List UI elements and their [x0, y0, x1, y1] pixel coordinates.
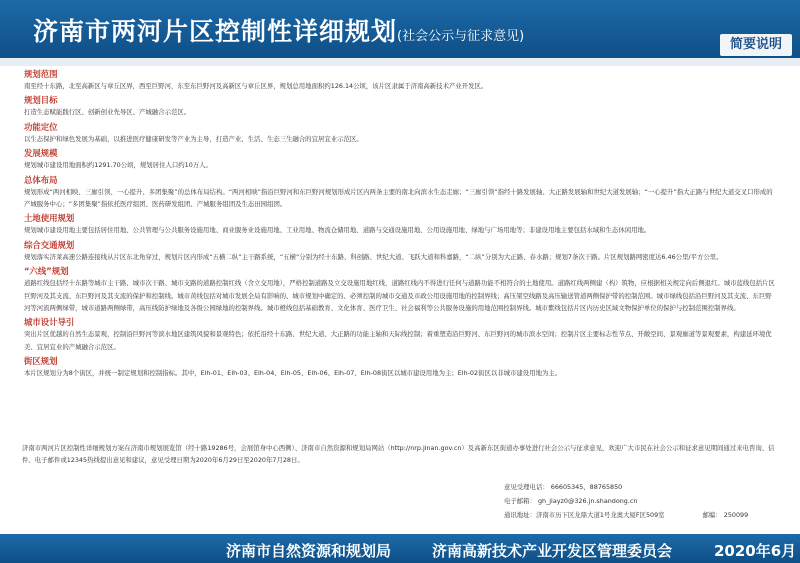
section-text: 打造生态赋能践行区、创新创业先导区、产城融合示范区。 [24, 108, 191, 117]
contact-email: 电子邮箱： gh_jiayz0@326.jn.shandong.cn [504, 497, 638, 505]
page-subtitle: (社会公示与征求意见) [397, 29, 525, 44]
section-text: 规划落实济莱高速公路连接线从片区东北角穿过，规划片区内形成“五横二纵”主干路系统，“五横”分别为经十东路、科创路、世纪大道、飞跃大道和科嘉路，“二纵”分别为大正路、春水路；规划7条次干路。片区规划路网密度达6.46公里/平方公里。 [24, 252, 723, 261]
section-heading: 规划范围 [24, 69, 58, 79]
footer-org-resources: 济南市自然资源和规划局 [226, 542, 392, 560]
section-text: 道路红线包括经十东路等城市主干路、城市次干路、城市支路的道路控制红线（含立交用地），严格控制道路及立交设施用地红线，道路红线内不得进行任何与道路功能不相符合的土地使用。道路红线两侧建（构）筑物，应根据相关规定向后侧退红。城市蓝线包括片区巨野河及其支流、东巨野河及其支流的保护和控制线。城市黄线包括对城市发展全局有影响的、城市规划中确定的、必须控制的城市交通及市政公用设施用地的控制界线；高压架空线路及高压输送管道两侧保护带的控制范围。城市绿线包括沿巨野河及其支流、东巨野河等河流两侧绿带，城市道路两侧绿带，高压线防护绿地及各级公园绿地的控制界线。城市橙线包括基础教育、文化体育、医疗卫生、社会福利等公共服务设施的用地范围控制界线。城市紫线包括片区内历史区域文物保护单位的保护与控制范围控制界线。 [24, 279, 775, 313]
contact-postcode: 邮编： 250099 [702, 511, 749, 519]
content-body [22, 68, 778, 440]
section-heading: 综合交通规划 [24, 239, 75, 250]
section-heading: “六线”规划 [24, 266, 69, 277]
contact-phone: 意见受理电话： 66605345、88765850 [504, 483, 623, 491]
summary-tag: 简要说明 [720, 34, 792, 56]
section-heading: 总体布局 [24, 174, 58, 185]
section-text: 规划城市建设用地面积约1291.70公顷，规划居住人口约10万人。 [24, 161, 212, 170]
section-text: 以生态保护和绿色发展为基础，以推进医疗健康研发等产业为主导，打造产业、生活、生态三生融合的宜居宜业示范区。 [24, 134, 363, 143]
section-land-use [22, 212, 778, 236]
section-heading: 城市设计导引 [24, 317, 75, 328]
section-heading: 土地使用规划 [24, 213, 75, 224]
section-blocks [22, 355, 778, 379]
header-banner [0, 0, 800, 58]
section-text: 规划城市建设用地主要包括居住用地、公共管理与公共服务设施用地、商业服务业设施用地、工业用地、物流仓储用地、道路与交通设施用地、公用设施用地、绿地与广场用地等；非建设用地主要包括水域和生态休闲用地。 [24, 226, 651, 235]
section-heading: 街区规划 [24, 356, 58, 367]
section-layout [22, 174, 778, 211]
section-text: 突出片区优越的自然生态景观，控制沿巨野河等滨水地区建筑风貌和景观特色；依托沿经十东路、世纪大道、大正路的功能主轴和天际线控制；着重塑造沿巨野河、东巨野河的城市滨水空间；控制片区主要标志性节点、开敞空间、景观廊道等景观要素，构建延环境优美、宜居宜业的产城融合示范区。 [24, 330, 772, 351]
header-divider [0, 58, 800, 66]
section-goals [22, 94, 778, 118]
section-heading: 规划目标 [24, 95, 58, 106]
title-text: 济南市两河片区控制性详细规划 [33, 17, 398, 46]
section-heading: 发展规模 [24, 148, 58, 159]
section-scale [22, 147, 778, 171]
section-scope [22, 68, 778, 92]
page-title [33, 12, 524, 48]
section-urban-design [22, 316, 778, 353]
footer-banner [0, 534, 800, 563]
section-text: 本片区规划分为8个街区，并统一制定规划和控制指标。其中，Elh-01、Elh-03、Elh-04、Elh-05、Elh-06、Elh-07、Elh-08街区以城市建设用地为主；Elh-02街区以非城市建设用地为主。 [24, 369, 562, 378]
contact-address: 通讯地址：济南市历下区龙鼎大道1号龙奥大厦F区509室 [504, 511, 665, 519]
section-transport [22, 239, 778, 263]
footer-org-hightech: 济南高新技术产业开发区管理委员会 [432, 542, 673, 560]
section-text: 南至经十东路，北至高新区与章丘区界，西至巨野河，东至东巨野河及高新区与章丘区界，规划总用地面积约126.14公顷，该片区隶属于济南高新技术产业开发区。 [24, 82, 488, 90]
contact-address-row [504, 508, 774, 522]
section-heading: 功能定位 [24, 121, 58, 132]
section-text: 规划形成“两河相映、三廊引领、一心提升、多团集聚”的总体布局结构。“两河相映”指沿巨野河和东巨野河规划形成片区内两条主要的南北向滨水生态走廊；“三廊引领”指经十路发展轴、大正路发展轴和世纪大道发展轴；“一心提升”指大正路与世纪大道交叉口形成的产城服务中心；“多团集聚”指依托医疗组团、医药研发组团、产城服务组团及生态田园组团。 [24, 187, 773, 209]
section-six-lines [22, 265, 778, 314]
footer-date: 2020年6月 [714, 542, 797, 560]
contact-info [504, 480, 774, 522]
section-positioning [22, 121, 778, 145]
public-notice: 济南市两河片区控制性详细规划方案在济南市规划展览馆（经十路19286号，会展馆身中心西侧）、济南市自然资源和规划局网站（http://nrp.jinan.gov.cn）及高新东区街道办事处进行社会公示与征求意见，欢迎广大市民在社会公示和征求意见期间通过来电咨询、信件、电子邮件或12345热线提出意见和建议，意见受理日期为2020年6月29日至2020年7月28日。 [22, 444, 775, 464]
